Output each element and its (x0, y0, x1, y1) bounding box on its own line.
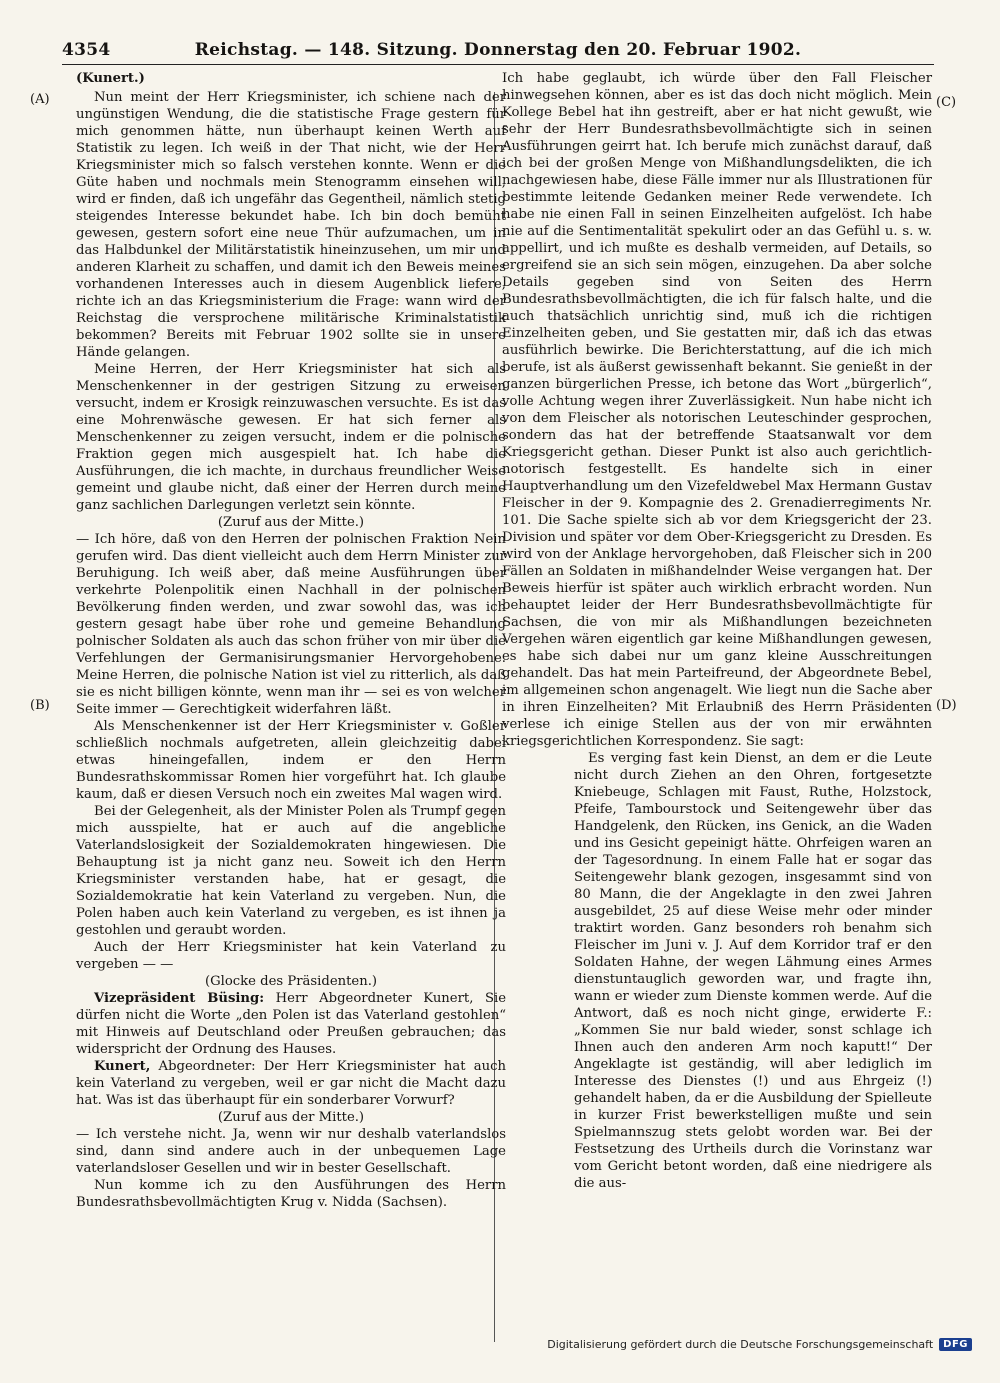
speaker-name: Vizepräsident Büsing: (94, 991, 265, 1006)
right-column (502, 70, 932, 1192)
dfg-logo: DFG (939, 1338, 972, 1351)
paragraph: Meine Herren, der Herr Kriegsminister hat sich als Menschenkenner in der gestrigen Sitzung zu erweisen versucht, indem er Krosigk reinzuwaschen versuchte. Es ist das eine Mohrenwäsche gewesen. Er hat sich ferner als Menschenkenner zu zeigen versucht, indem er die polnische Fraktion gegen mich ausgespielt hat. Ich habe die Ausführungen, die ich machte, in durchaus freundlicher Weise gemeint und glaube nicht, daß einer der Herren durch meine ganz sachlichen Darlegungen verletzt sein könnte. (76, 362, 506, 513)
running-header (62, 40, 934, 65)
paragraph: Ich habe geglaubt, ich würde über den Fall Fleischer hinwegsehen können, aber es ist das doch nicht möglich. Mein Kollege Bebel hat ihn gestreift, aber er hat nicht gewußt, wie sehr der Herr Bundesrathsbevollmächtigte sich in seinen Ausführungen geirrt hat. Ich berufe mich zunächst darauf, daß ich bei der großen Menge von Mißhandlungsdelikten, die ich nachgewiesen habe, diese Fälle immer nur als Illustrationen für bestimmte leitende Gedanken meiner Rede verwendete. Ich habe nie einen Fall in seinen Einzelheiten aufgelöst. Ich habe nie auf die Sentimentalität spekulirt oder an das Gefühl u. s. w. appellirt, und ich mußte es deshalb vermeiden, auf Details, so ergreifend sie an sich sein mögen, einzugehen. Da aber solche Details gegeben sind von Seiten des Herrn Bundesrathsbevollmächtigten, die ich für falsch halte, und die auch thatsächlich unrichtig sind, muß ich die richtigen Einzelheiten geben, und Sie gestatten mir, daß ich das etwas ausführlich bewirke. Die Berichterstattung, auf die ich mich berufe, ist als äußerst gewissenhaft bekannt. Sie genießt in der ganzen bürgerlichen Presse, ich betone das Wort „bürgerlich“, volle Achtung wegen ihrer Zuverlässigkeit. Nun habe nicht ich von dem Fleischer als notorischen Leuteschinder gesprochen, sondern das hat der betreffende Staatsanwalt vor dem Kriegsgericht gethan. Dieser Punkt ist also auch gerichtlich-notorisch festgestellt. Es handelte sich in einer Hauptverhandlung um den Vizefeldwebel Max Hermann Gustav Fleischer in der 9. Kompagnie des 2. Grenadierregiments Nr. 101. Die Sache spielte sich ab vor dem Kriegsgericht der 23. Division und später vor dem Ober-Kriegsgericht zu Dresden. Es wird von der Anklage hervorgehoben, daß Fleischer sich in 200 Fällen an Soldaten in mißhandelnder Weise vergangen hat. Der Beweis hierfür ist später auch wirklich erbracht worden. Nun behauptet leider der Herr Bundesrathsbevollmächtigte für Sachsen, die von mir als Mißhandlungen bezeichneten Vergehen wären eigentlich gar keine Mißhandlungen gewesen, es habe sich dabei nur um ganz kleine Ausschreitungen gehandelt. Das hat mein Parteifreund, der Abgeordnete Bebel, im allgemeinen schon angenagelt. Wie liegt nun die Sache aber in ihren Einzelheiten? Mit Erlaubniß des Herrn Präsidenten verlese ich einige Stellen aus der von mir erwähnten kriegsgerichtlichen Korrespondenz. Sie sagt: (502, 71, 932, 749)
paragraph: Als Menschenkenner ist der Herr Kriegsminister v. Goßler schließlich nochmals aufgetreten, allein gleichzeitig dabei etwas hineingefallen, indem er den Herrn Bundesrathskommissar Romen hier vorgeführt hat. Ich glaube kaum, daß er diesen Versuch noch ein zweites Mal wagen wird. (76, 719, 506, 802)
page-number: 4354 (62, 40, 111, 60)
interjection: (Glocke des Präsidenten.) (204, 974, 378, 989)
paragraph: Nun meint der Herr Kriegsminister, ich schiene nach der ungünstigen Wendung, die die statistische Frage gestern für mich genommen hätte, nun überhaupt keinen Werth auf Statistik zu legen. Ich weiß in der That nicht, wie der Herr Kriegsminister mich so falsch verstehen konnte. Wenn er die Güte haben und nochmals mein Stenogramm einsehen will, wird er finden, daß ich ungefähr das Gegentheil, nämlich stetig steigendes Interesse bekundet habe. Ich bin doch bemüht gewesen, gestern sofort eine neue Thür aufzumachen, um in das Halbdunkel der Militärstatistik hineinzusehen, um mir und anderen Klarheit zu schaffen, und damit ich den Beweis meines vorhandenen Interesses auch in diesem Augenblick liefere, richte ich an das Kriegsministerium die Frage: wann wird der Reichstag die versprochene militärische Kriminalstatistik bekommen? Bereits mit Februar 1902 sollte sie in unsere Hände gelangen. (76, 90, 506, 360)
paragraph: — Ich verstehe nicht. Ja, wenn wir nur deshalb vaterlandslos sind, dann sind andere auch in der unbequemen Lage vaterlandsloser Gesellen und wir in bester Gesellschaft. (76, 1127, 506, 1176)
credit-text: Digitalisierung gefördert durch die Deutsche Forschungsgemeinschaft (547, 1338, 934, 1351)
remark-text: Herr Abgeordneter Kunert, Sie dürfen nicht die Worte „den Polen ist das Vaterland gestohlen“ mit Hinweis auf Deutschland oder Preußen gebrauchen; das widerspricht der Ordnung des Hauses. (76, 991, 506, 1057)
kunert-remark (76, 1058, 506, 1109)
vice-president-remark (76, 990, 506, 1058)
margin-marker-a: (A) (30, 92, 50, 107)
left-column (76, 70, 506, 1211)
margin-marker-b: (B) (30, 698, 50, 713)
remark-text: Abgeordneter: Der Herr Kriegsminister hat auch kein Vaterland zu vergeben, weil er gar nicht die Macht dazu hat. Was ist das überhaupt für ein sonderbarer Vorwurf? (76, 1059, 506, 1108)
paragraph: Bei der Gelegenheit, als der Minister Polen als Trumpf gegen mich ausspielte, hat er auch auf die angebliche Vaterlandslosigkeit der Sozialdemokraten hingewiesen. Die Behauptung ist ja nicht ganz neu. Soweit ich den Herrn Kriegsminister verstanden habe, hat er gesagt, die Sozialdemokratie hat kein Vaterland zu vergeben. Nun, die Polen haben auch kein Vaterland zu vergeben, es ist ihnen ja gestohlen und geraubt worden. (76, 804, 506, 938)
interjection: (Zuruf aus der Mitte.) (217, 1110, 365, 1125)
margin-marker-c: (C) (936, 95, 957, 110)
paragraph: Nun komme ich zu den Ausführungen des Herrn Bundesrathsbevollmächtigten Krug v. Nidda (Sachsen). (76, 1178, 506, 1210)
paragraph: Auch der Herr Kriegsminister hat kein Vaterland zu vergeben — — (76, 940, 506, 972)
paragraph: — Ich höre, daß von den Herren der polnischen Fraktion Nein gerufen wird. Das dient vielleicht auch dem Herrn Minister zur Beruhigung. Ich weiß aber, daß meine Ausführungen über verkehrte Polenpolitik einen Nachhall in der polnischen Bevölkerung finden werden, und zwar sowohl das, was ich gestern gesagt habe über rohe und gemeine Behandlung polnischer Soldaten als auch das schon früher von mir über die Verfehlungen der Germanisirungsmanier Hervorgehobene. Meine Herren, die polnische Nation ist viel zu ritterlich, als daß sie es nicht billigen könnte, wenn man ihr — sei es von welcher Seite immer — Gerechtigkeit widerfahren läßt. (76, 532, 506, 717)
digitization-credit (547, 1338, 972, 1351)
speaker-tag: (Kunert.) (76, 71, 145, 86)
interjection: (Zuruf aus der Mitte.) (217, 515, 365, 530)
quoted-report: Es verging fast kein Dienst, an dem er die Leute nicht durch Ziehen an den Ohren, fortgesetzte Kniebeuge, Schlagen mit Faust, Ruthe, Holzstock, Pfeife, Tambourstock und Seitengewehr über das Handgelenk, den Rücken, ins Genick, an die Waden und ins Gesicht gepeinigt hätte. Ohrfeigen waren an der Tagesordnung. In einem Falle hat er sogar das Seitengewehr blank gezogen, insgesammt sind von 80 Mann, die der Angeklagte in den zwei Jahren ausgebildet, 25 auf diese Weise mehr oder minder traktirt worden. Ganz besonders roh benahm sich Fleischer im Juni v. J. Auf dem Korridor traf er den Soldaten Hahne, der wegen Lähmung eines Armes dienstuntauglich geworden war, und fragte ihn, wann er wieder zum Dienste kommen werde. Auf die Antwort, daß es noch nicht ginge, erwiderte F.: „Kommen Sie nur bald wieder, sonst schlage ich Ihnen auch den anderen Arm noch kaputt!“ Der Angeklagte ist geständig, will aber lediglich im Interesse des Dienstes (!) und aus Ehrgeiz (!) gehandelt haben, da er die Ausbildung der Spielleute in kurzer Frist bewerkstelligen mußte und sein Spielmannszug stets gelobt worden war. Bei der Festsetzung des Urtheils durch die Vorinstanz war vom Gericht betont worden, daß eine niedrigere als die aus- (574, 751, 932, 1191)
running-title: Reichstag. — 148. Sitzung. Donnerstag den 20. Februar 1902. (194, 40, 802, 60)
speaker-name: Kunert, (94, 1059, 151, 1074)
margin-marker-d: (D) (936, 698, 957, 713)
